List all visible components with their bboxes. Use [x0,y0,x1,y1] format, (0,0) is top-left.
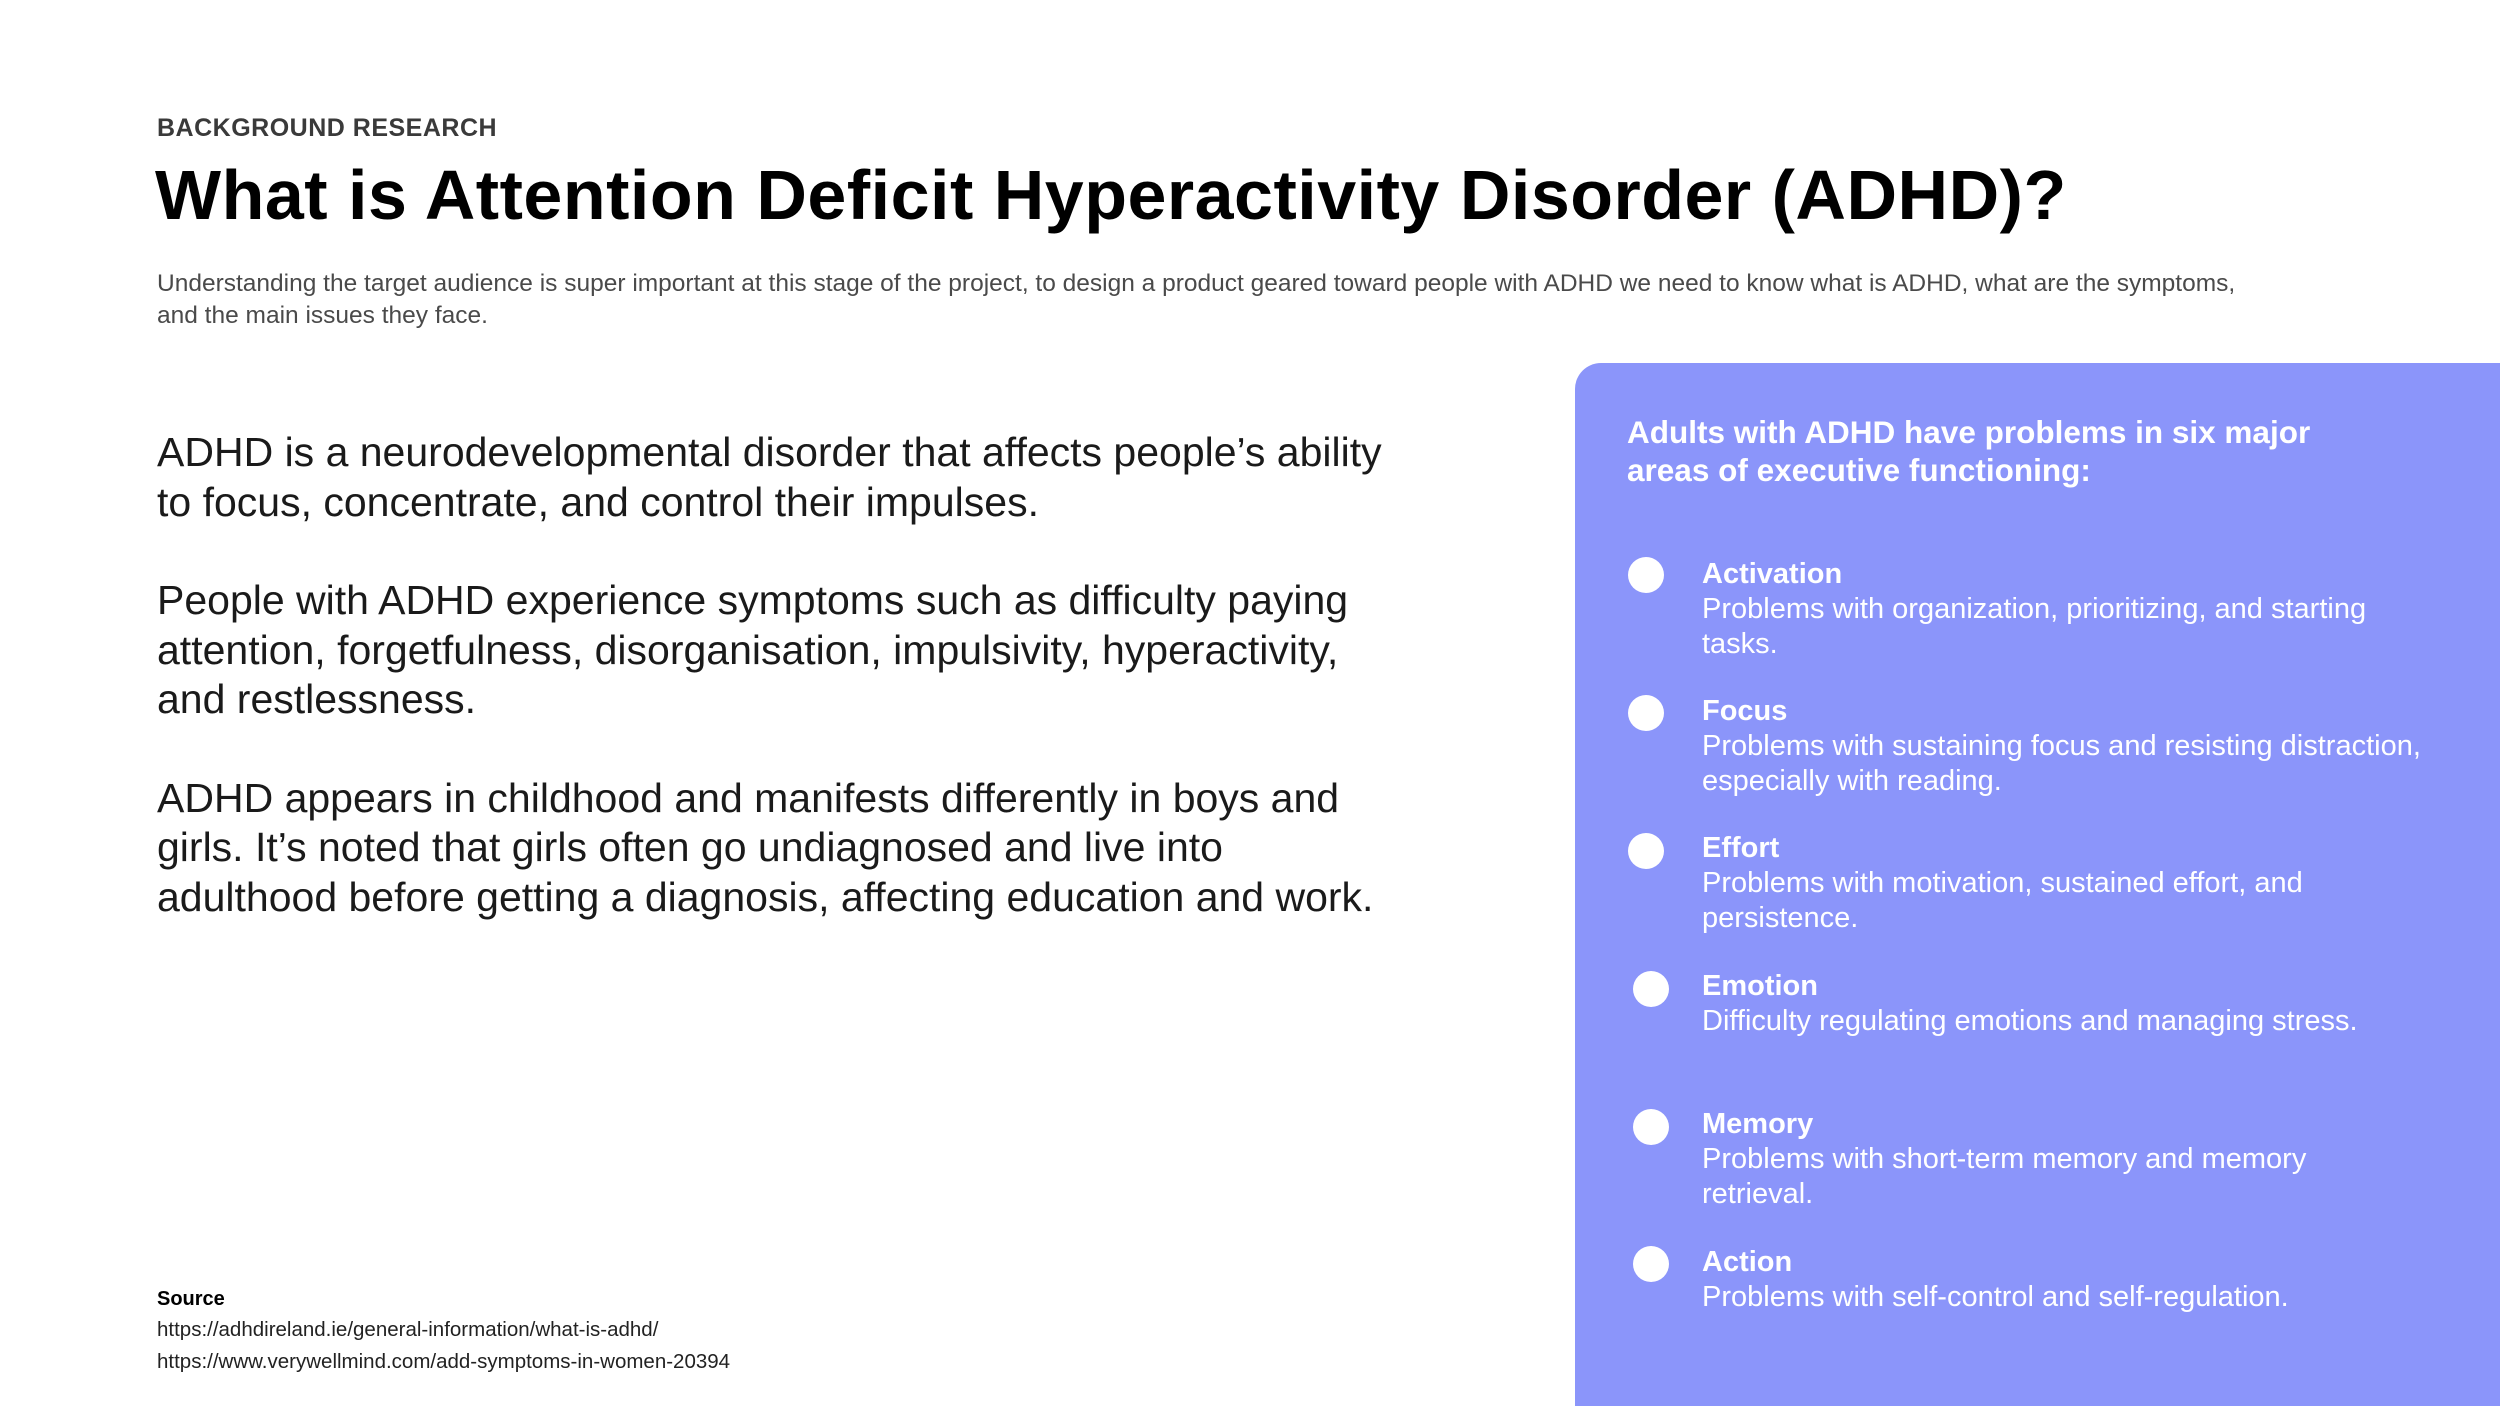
body-copy [157,428,1397,971]
area-name: Emotion [1702,970,1818,1002]
executive-functioning-panel [1575,363,2500,1406]
area-description: Problems with organization, prioritizing, and starting tasks. [1702,593,2367,660]
bullet-dot-icon [1628,557,1664,593]
intro-text: Understanding the target audience is super important at this stage of the project, to design a product geared toward people with ADHD we need to know what is ADHD, what are the symptoms, and the main issues they face. [157,270,2236,329]
area-description: Problems with self-control and self-regulation. [1702,1281,2289,1313]
source-link[interactable]: https://adhdireland.ie/general-information/what-is-adhd/ [157,1318,659,1341]
source-label: Source [157,1288,225,1310]
page-title: What is Attention Deficit Hyperactivity Disorder (ADHD)? [155,156,2067,234]
area-description: Problems with sustaining focus and resisting distraction, especially with reading. [1702,730,2421,797]
bullet-dot-icon [1628,833,1664,869]
section-eyebrow: BACKGROUND RESEARCH [157,114,498,142]
bullet-dot-icon [1628,695,1664,731]
area-description: Difficulty regulating emotions and managing stress. [1702,1005,2358,1037]
area-description: Problems with motivation, sustained effort, and persistence. [1702,867,2303,934]
area-description: Problems with short-term memory and memory retrieval. [1702,1143,2307,1210]
body-paragraph: People with ADHD experience symptoms such as difficulty paying attention, forgetfulness, disorganisation, impulsivity, hyperactivity, and restlessness. [157,577,1349,722]
bullet-dot-icon [1633,1109,1669,1145]
source-link[interactable]: https://www.verywellmind.com/add-symptoms-in-women-20394 [157,1350,731,1373]
area-name: Action [1702,1246,1793,1278]
bullet-dot-icon [1633,971,1669,1007]
area-name: Focus [1702,695,1788,727]
area-name: Effort [1702,832,1780,864]
bullet-dot-icon [1633,1246,1669,1282]
panel-heading: Adults with ADHD have problems in six major areas of executive functioning: [1627,414,2311,488]
area-name: Memory [1702,1108,1814,1140]
source-block [157,1288,730,1378]
body-paragraph: ADHD is a neurodevelopmental disorder that affects people’s ability to focus, concentrate, and control their impulses. [157,429,1382,525]
body-paragraph: ADHD appears in childhood and manifests differently in boys and girls. It’s noted that girls often go undiagnosed and live into adulthood before getting a diagnosis, affecting education and work. [157,774,1374,920]
area-name: Activation [1702,558,1843,590]
